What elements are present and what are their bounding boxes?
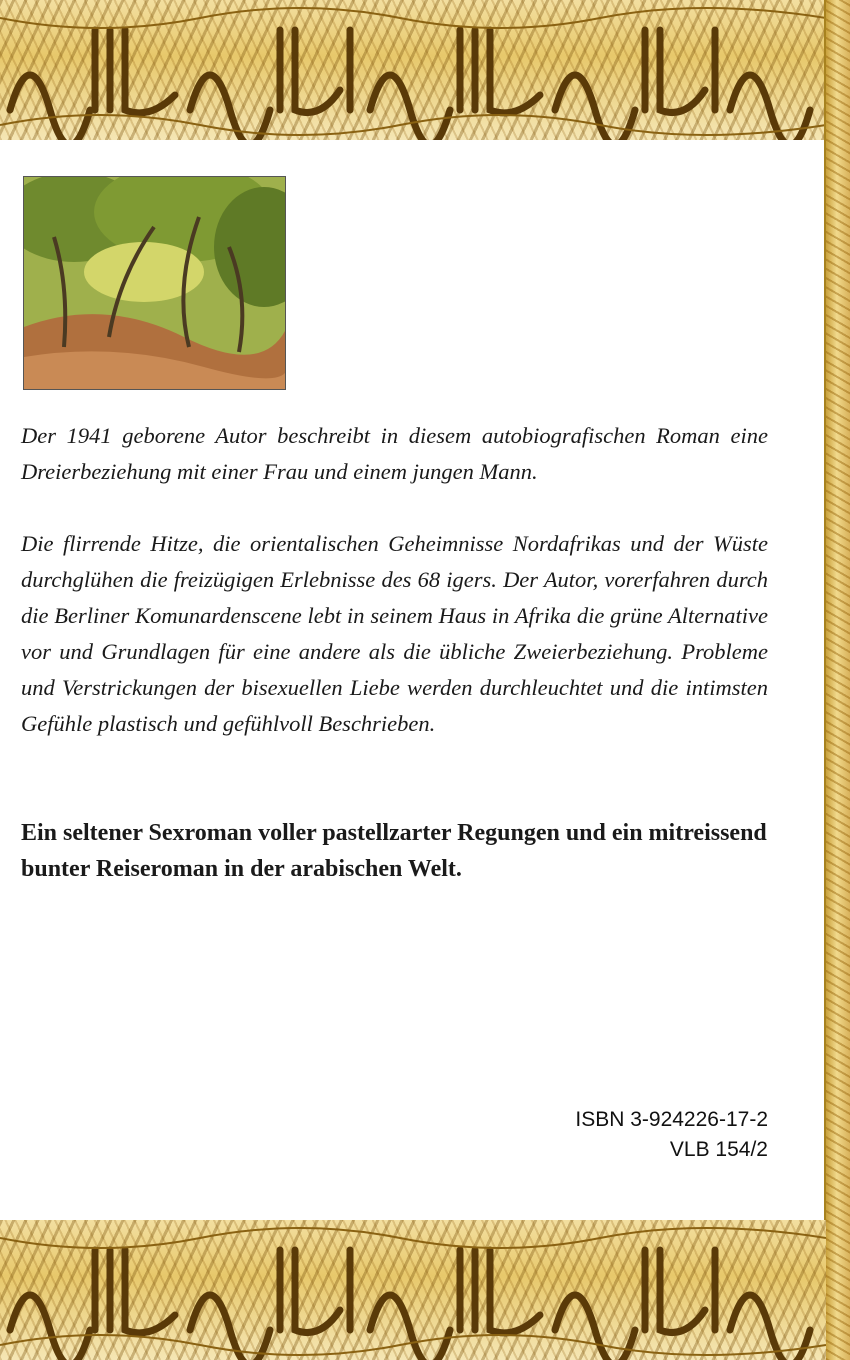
olive-trees-image xyxy=(24,177,286,390)
tagline: Ein seltener Sexroman voller pastellzarter Regungen und ein mitreissend bunter Reiseroman in der arabischen Welt. xyxy=(21,820,767,882)
bottom-calligraphy-border xyxy=(0,1220,826,1360)
top-calligraphy-border xyxy=(0,0,826,140)
calligraphy-ornament-icon xyxy=(0,0,826,140)
isbn-number: ISBN 3-924226-17-2 xyxy=(575,1108,768,1131)
right-gold-border xyxy=(824,0,850,1360)
description-paragraph-2: Die flirrende Hitze, die orientalischen Geheimnisse Nordafrikas und der Wüste durchglühen die freizügigen Erlebnisse des 68 igers. Der Autor, vorerfahren durch die Berliner Komunardenscene lebt in seinem Haus in Afrika die grüne Alternative vor und Grundlagen für eine andere als die übliche Zweierbeziehung. Probleme und Verstrickungen der bisexuellen Liebe werden durchleuchtet und die intimsten Gefühle plastisch und gefühlvoll Beschrieben. xyxy=(21,531,768,736)
vlb-number: VLB 154/2 xyxy=(669,1138,768,1161)
calligraphy-ornament-icon xyxy=(0,1220,826,1360)
description-paragraph-1: Der 1941 geborene Autor beschreibt in diesem autobiografischen Roman eine Dreierbeziehung mit einer Frau und einem jungen Mann. xyxy=(21,423,768,484)
cover-photo-olive-grove xyxy=(23,176,286,390)
